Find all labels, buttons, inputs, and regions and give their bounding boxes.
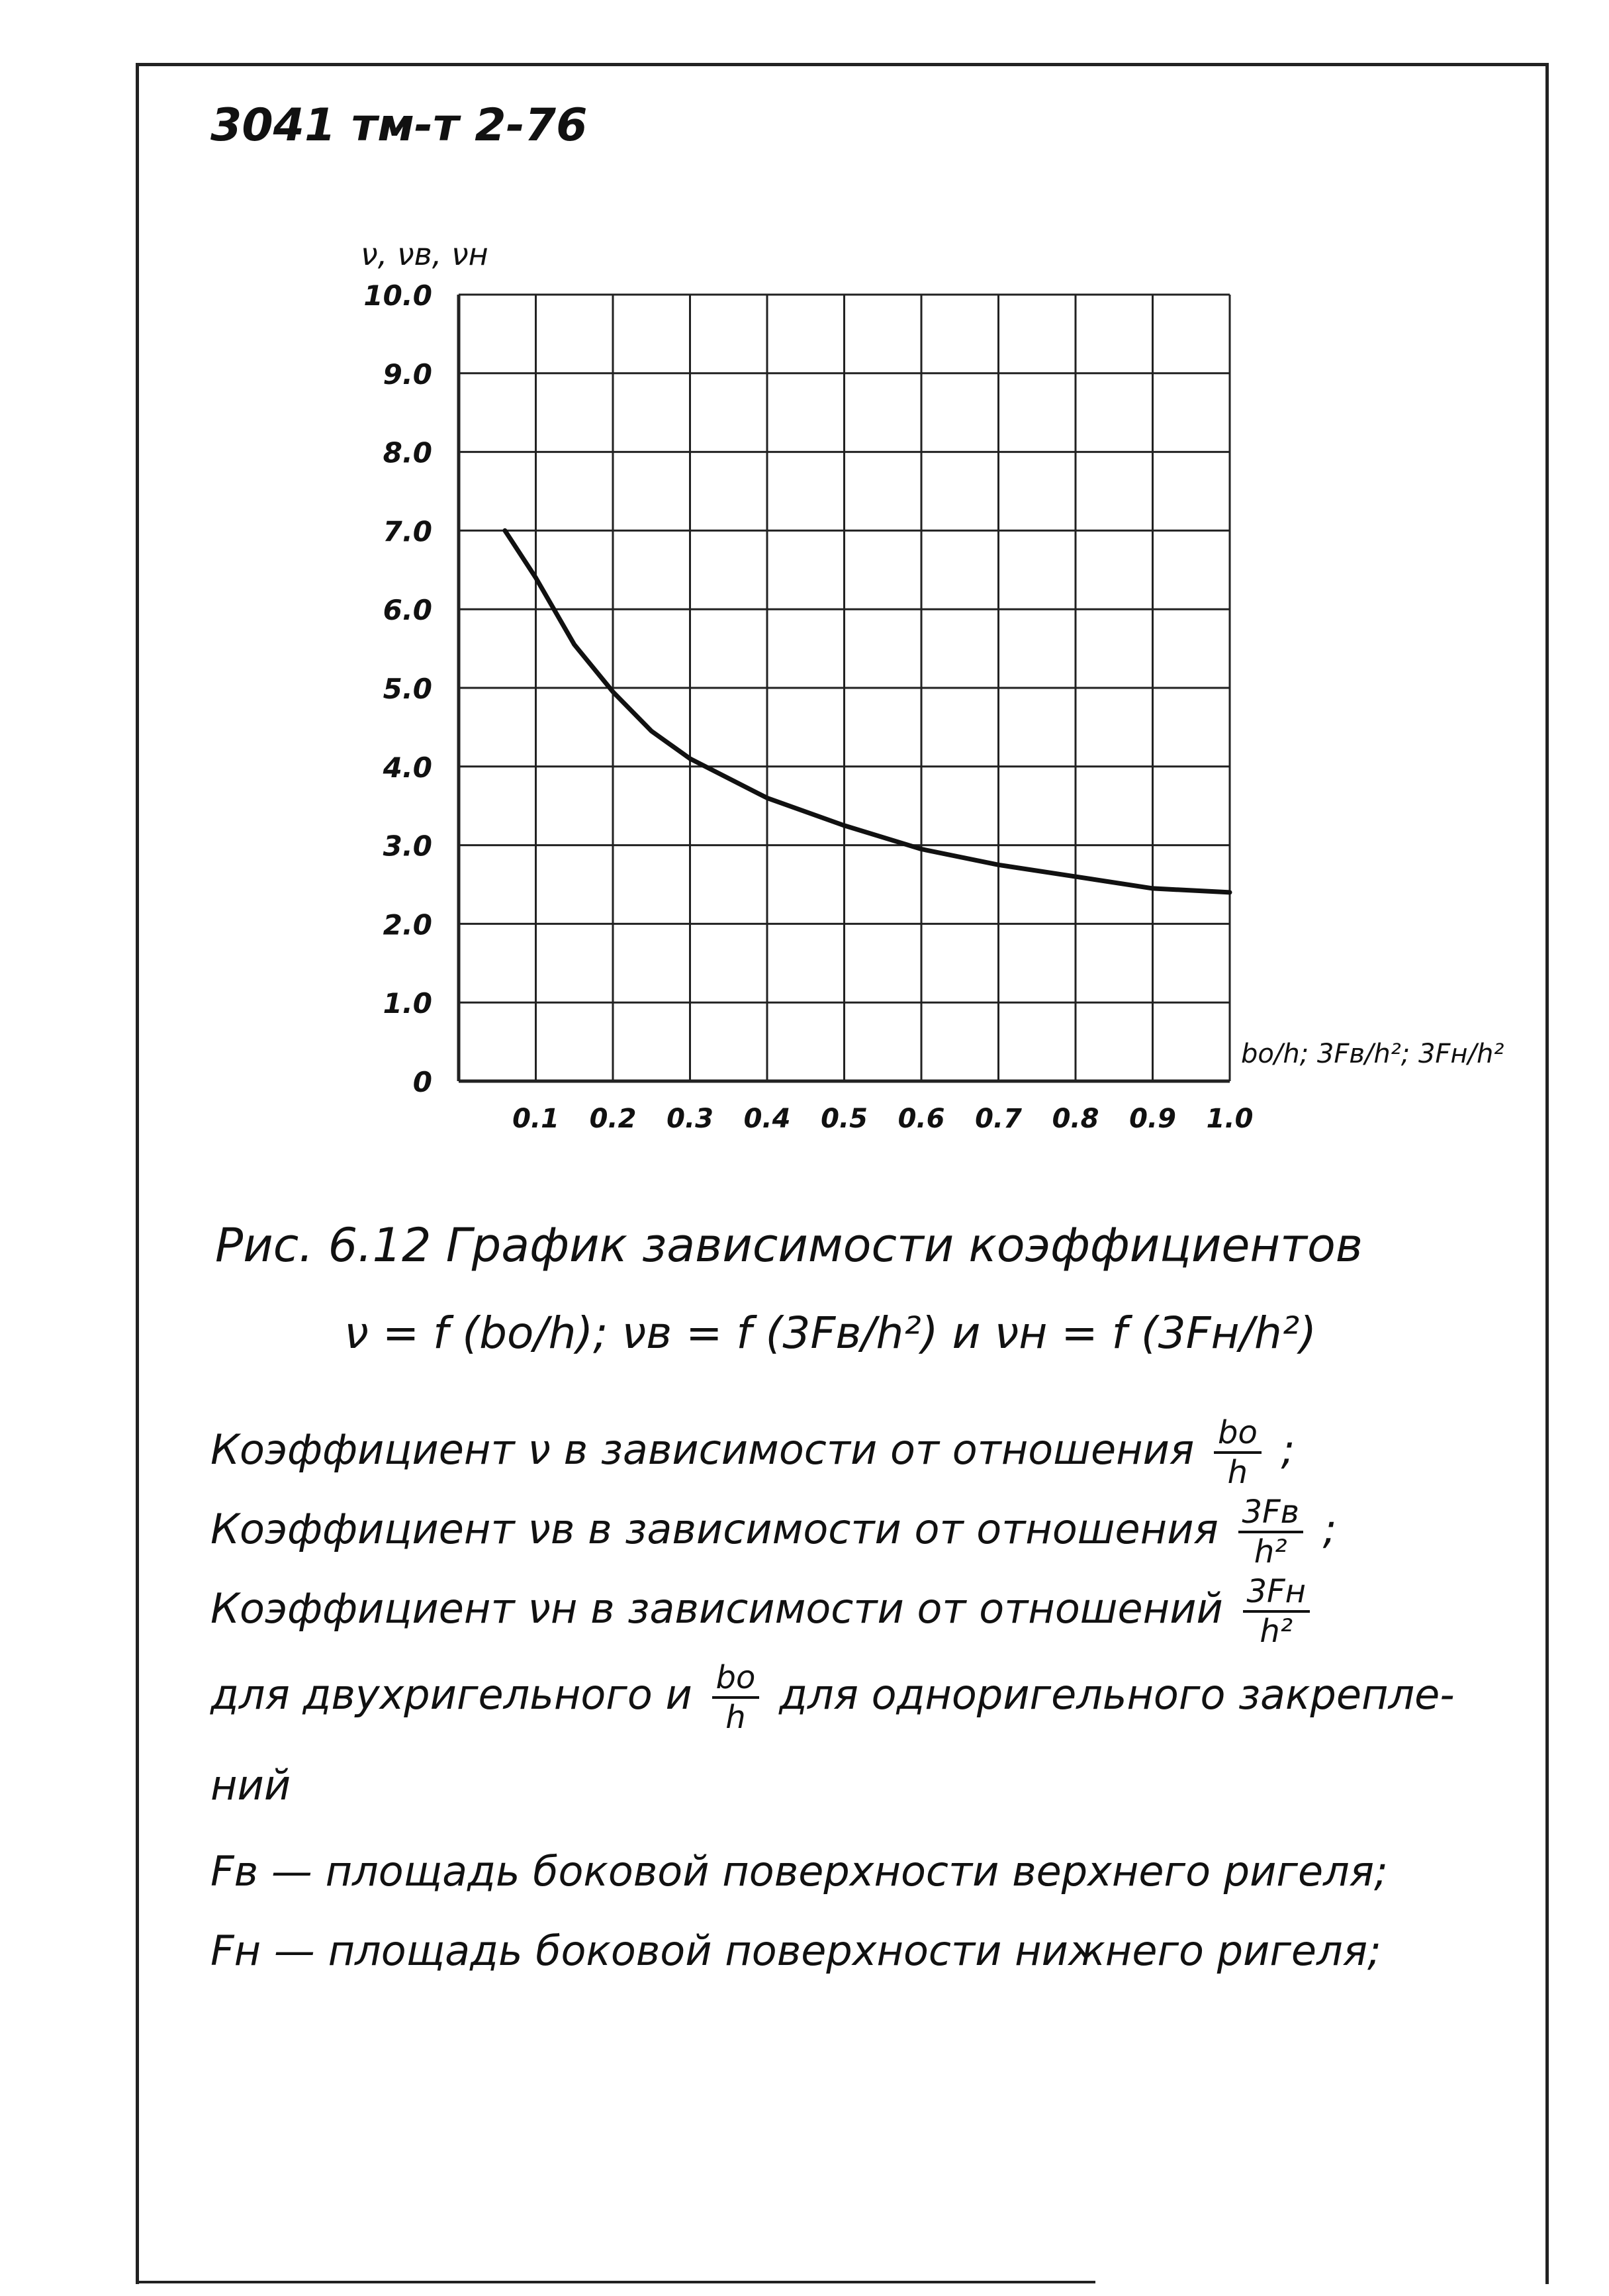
legend-line-2-text: Коэффициент νв в зависимости от отношения <box>210 1505 1218 1554</box>
x-tick-label: 0.9 <box>1129 1104 1176 1134</box>
fraction-denominator: h <box>1227 1454 1248 1491</box>
y-axis-label: ν, νв, νн <box>361 236 488 272</box>
y-tick-label: 9.0 <box>383 358 432 391</box>
data-point <box>613 691 614 692</box>
fraction-denominator: h² <box>1260 1613 1293 1650</box>
document-code: 3041 тм-т 2-76 <box>210 99 588 152</box>
fraction-3fb-h2 <box>1238 1496 1303 1568</box>
fraction-numerator: bо <box>1214 1417 1262 1454</box>
y-tick-label: 4.0 <box>383 751 432 784</box>
legend-line-3-text: Коэффициент νн в зависимости от отношений <box>210 1584 1223 1633</box>
data-point <box>844 825 845 826</box>
legend-line-2-end: ; <box>1322 1505 1337 1554</box>
chart-labels <box>361 236 1504 1134</box>
data-point <box>504 530 505 531</box>
legend-line-3 <box>210 1573 1316 1650</box>
legend-line-4 <box>210 1659 1455 1736</box>
fraction-denominator: h² <box>1254 1533 1287 1570</box>
data-point <box>651 731 652 732</box>
fraction-numerator: bо <box>712 1662 760 1699</box>
x-tick-label: 0.6 <box>897 1104 945 1134</box>
x-tick-label: 0.3 <box>667 1104 713 1134</box>
fraction-denominator: h <box>725 1699 746 1736</box>
x-axis-label: bо/h; 3Fв/h²; 3Fн/h² <box>1241 1039 1504 1069</box>
figure-caption-formula: ν = f (bо/h); νв = f (3Fв/h²) и νн = f (3Fн/h²) <box>344 1308 1316 1359</box>
data-point <box>535 577 536 578</box>
legend-line-1-end: ; <box>1281 1425 1295 1474</box>
chart-grid <box>459 295 1230 1081</box>
border-bottom <box>136 2281 1095 2283</box>
x-tick-label: 0.5 <box>821 1104 868 1134</box>
x-tick-label: 0.1 <box>512 1104 559 1134</box>
fraction-numerator: 3Fн <box>1243 1576 1310 1613</box>
y-tick-label: 1.0 <box>383 987 432 1020</box>
y-tick-label: 2.0 <box>383 908 432 941</box>
y-tick-label: 5.0 <box>383 673 432 705</box>
y-tick-label: 8.0 <box>383 436 432 469</box>
x-tick-label: 0.8 <box>1052 1104 1099 1134</box>
legend-line-4b: для одноригельного закрепле- <box>779 1670 1455 1719</box>
fraction-b0-h <box>1214 1414 1262 1491</box>
x-tick-label: 0.7 <box>975 1104 1022 1134</box>
legend-line-2 <box>210 1496 1337 1568</box>
x-tick-label: 0.2 <box>589 1104 637 1134</box>
legend-line-1-text: Коэффициент ν в зависимости от отношения <box>210 1425 1195 1474</box>
legend-line-6: Fв — площадь боковой поверхности верхнего ригеля; <box>210 1847 1388 1895</box>
fraction-b0-h-2 <box>712 1659 760 1736</box>
legend-line-7: Fн — площадь боковой поверхности нижнего ригеля; <box>210 1927 1381 1975</box>
legend-line-5: ний <box>210 1761 291 1809</box>
figure-caption-title: Рис. 6.12 График зависимости коэффициентов <box>215 1218 1363 1272</box>
fraction-3fn-h2 <box>1243 1573 1310 1650</box>
fraction-numerator: 3Fв <box>1238 1496 1303 1533</box>
y-tick-label: 10.0 <box>363 279 432 312</box>
x-tick-label: 1.0 <box>1206 1104 1254 1134</box>
y-tick-label: 7.0 <box>383 515 432 548</box>
legend-line-1 <box>210 1414 1295 1491</box>
y-tick-label: 0 <box>412 1066 432 1098</box>
y-tick-label: 3.0 <box>383 830 432 863</box>
x-tick-label: 0.4 <box>743 1104 791 1134</box>
data-point <box>574 644 575 645</box>
legend-line-4a: для двухригельного и <box>210 1670 692 1719</box>
y-tick-label: 6.0 <box>383 594 432 627</box>
